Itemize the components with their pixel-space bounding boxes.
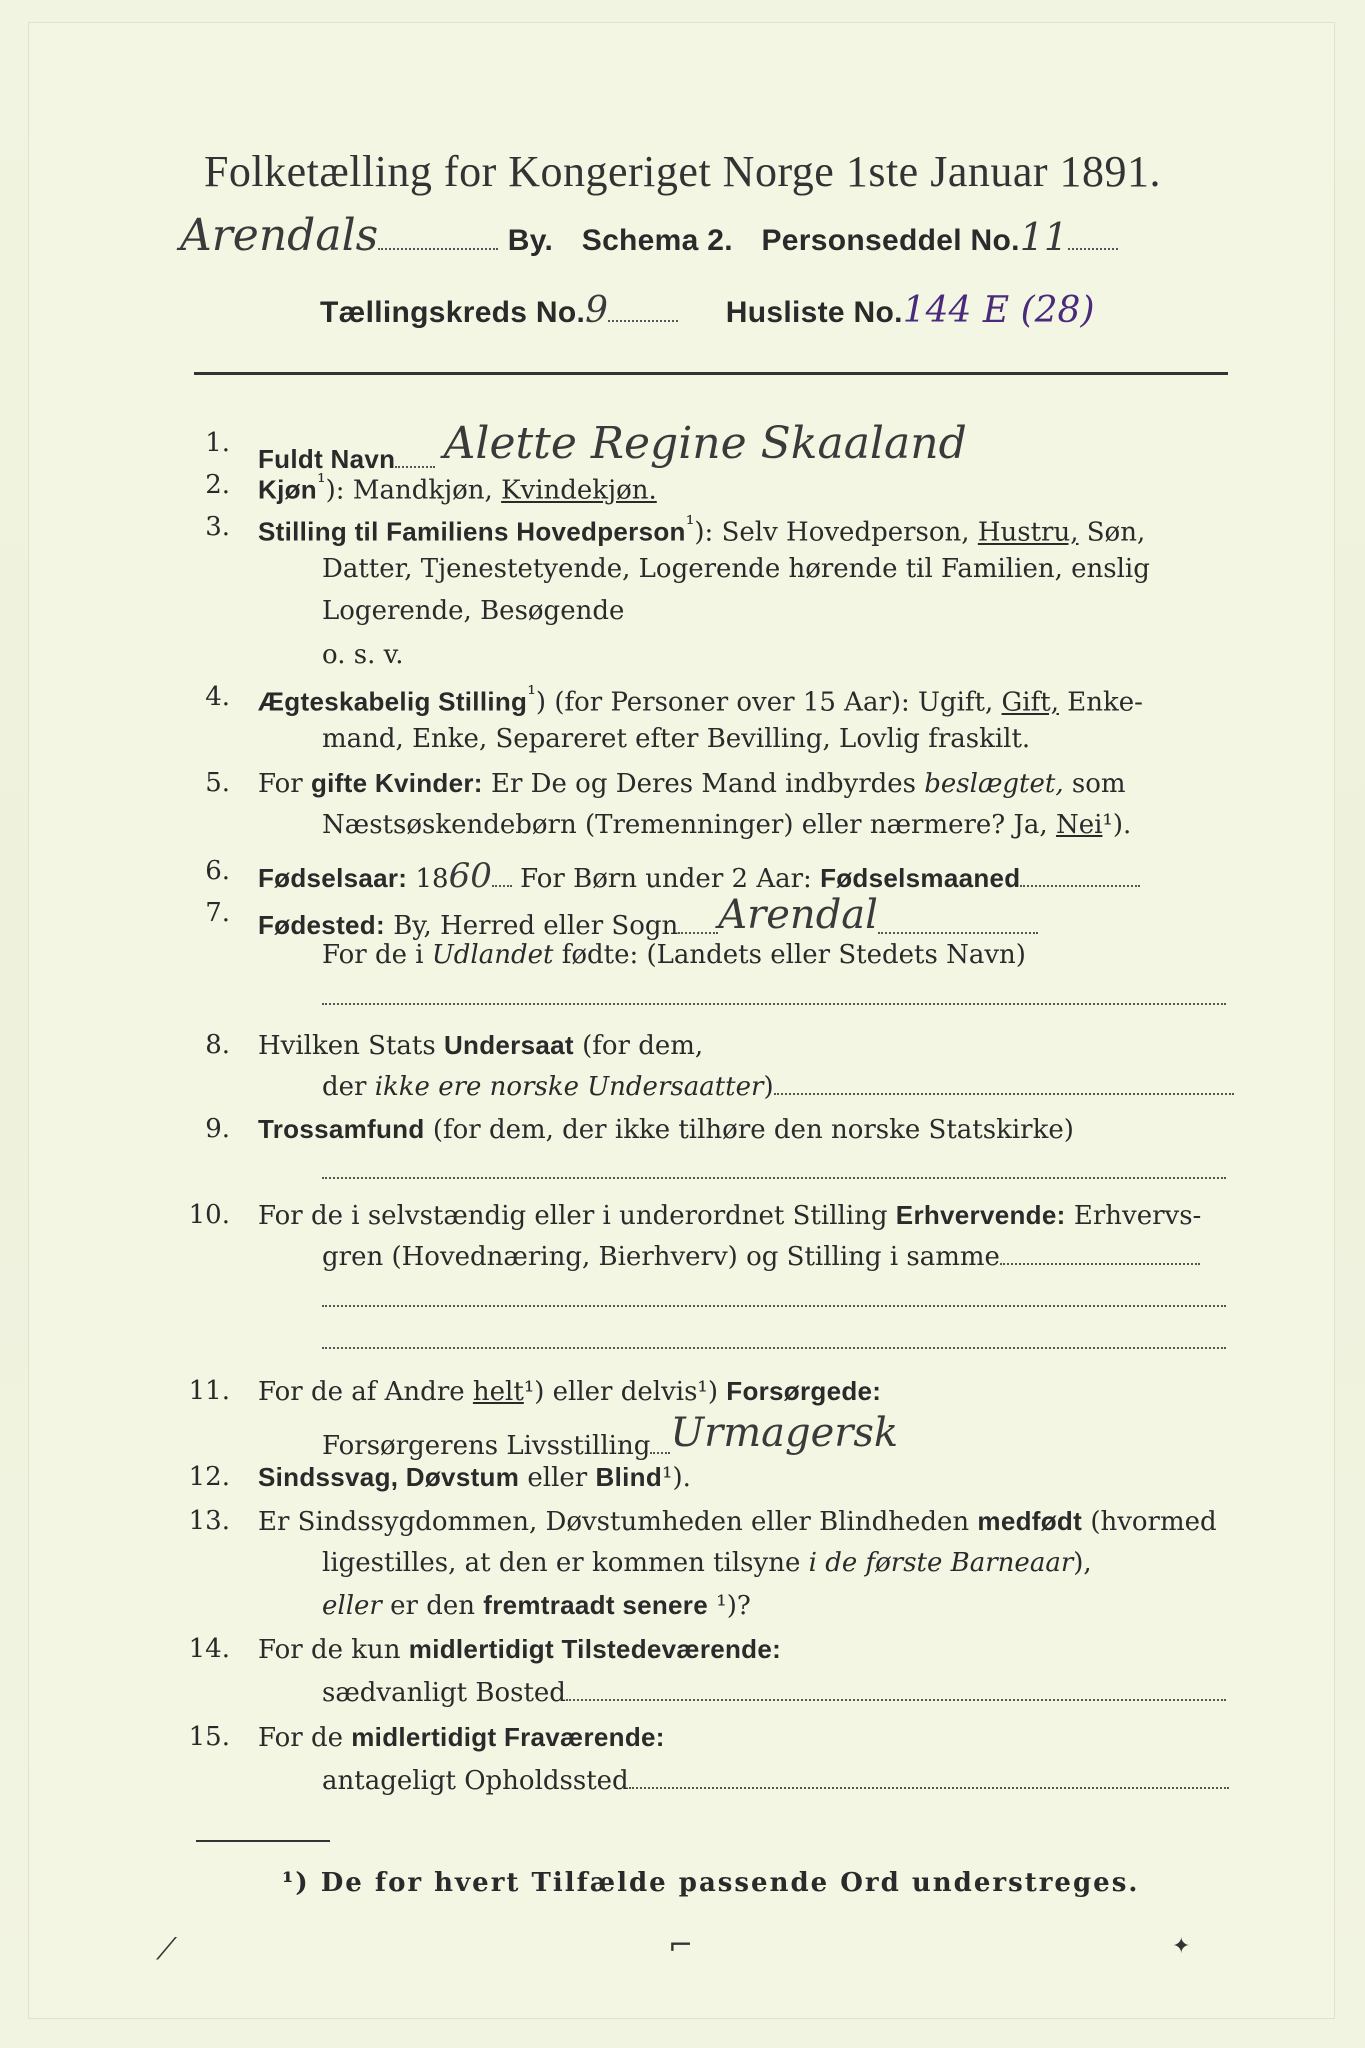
q2-line: [258, 470, 657, 506]
q15-text: For de: [258, 1723, 352, 1753]
q4-label: Ægteskabelig Stilling: [258, 686, 528, 717]
q11-line2: [322, 1410, 899, 1464]
q3-text: ): Selv Hovedperson,: [694, 517, 978, 548]
q12-text: eller: [519, 1463, 596, 1493]
husliste-label: Husliste No.: [725, 296, 903, 329]
by-label: By.: [507, 224, 554, 257]
q5-line1: [258, 768, 1126, 799]
q5-line2: [322, 810, 1131, 840]
q5-italic: beslægtet,: [924, 769, 1064, 799]
q6-number: 6.: [205, 856, 230, 886]
q12-line: [258, 1462, 691, 1493]
q2-footnote-mark: ¹: [316, 470, 326, 495]
q7-line2: [322, 940, 1026, 970]
q4-line2: mand, Enke, Separeret efter Bevilling, Lovlig fraskilt.: [322, 724, 1031, 754]
q10-line2: [322, 1242, 1200, 1272]
q6-year-prefix: 18: [407, 864, 449, 894]
q13-line2: [322, 1548, 1092, 1578]
q7-line1: [258, 892, 1038, 944]
q5-text: For: [258, 769, 311, 799]
q7-label: Fødested:: [258, 910, 385, 940]
dotted-leader: [322, 1159, 1226, 1179]
q7-text2: For de i: [322, 940, 432, 970]
q9-line1: [258, 1114, 1074, 1145]
q8-line2: [322, 1072, 1234, 1102]
q7-text: By, Herred eller Sogn: [384, 911, 679, 941]
dotted-leader: [378, 230, 498, 250]
q3-line3: Logerende, Besøgende: [322, 596, 625, 626]
q14-text: For de kun: [258, 1635, 409, 1665]
q13-text2-b: ),: [1073, 1548, 1092, 1578]
q2-selected: Kvindekjøn.: [501, 475, 657, 506]
q11-text: For de af Andre: [258, 1377, 473, 1407]
q10-text2: gren (Hovednæring, Bierhverv) og Stilling i samme: [322, 1242, 1000, 1272]
city-handwritten: Arendals: [180, 210, 379, 261]
header-rule: [194, 372, 1228, 375]
schema-label: Schema 2.: [581, 224, 733, 257]
registration-mark-center: ⌐: [668, 1928, 694, 1963]
q11-label: Forsørgede:: [726, 1376, 882, 1406]
q9-label: Trossamfund: [258, 1114, 425, 1144]
dotted-leader: [1000, 1245, 1200, 1265]
q7-italic: Udlandet: [431, 940, 554, 970]
q3-footnote-mark: ¹: [685, 512, 695, 537]
q3-label: Stilling til Familiens Hovedperson: [258, 516, 686, 547]
q14-label: midlertidigt Tilstedeværende:: [408, 1634, 782, 1664]
q10-blank-line1: [322, 1284, 1226, 1314]
city-line: [180, 210, 1118, 261]
q1-name-handwritten: Alette Regine Skaaland: [443, 418, 967, 469]
q10-text-b: Erhvervs-: [1065, 1201, 1202, 1231]
dotted-leader: [395, 448, 435, 468]
q14-line2: [322, 1678, 1226, 1708]
q5-text2-b: ¹).: [1102, 810, 1132, 840]
q11-occupation-handwritten: Urmagersk: [670, 1410, 899, 1456]
q6-line: [258, 856, 1140, 896]
q13-label: medfødt: [977, 1506, 1083, 1536]
q8-number: 8.: [205, 1030, 230, 1060]
q7-birthplace-handwritten: Arendal: [718, 892, 878, 938]
q5-text-b: Er De og Deres Mand indbyrdes: [482, 769, 925, 799]
q2-text: ): Mandkjøn,: [325, 475, 502, 506]
q7-text2-b: fødte: (Landets eller Stedets Navn): [553, 940, 1026, 970]
q3-line4: o. s. v.: [322, 640, 404, 670]
q7-blank-line: [322, 982, 1226, 1012]
q13-text2: ligestilles, at den er kommen tilsyne: [322, 1548, 809, 1578]
dotted-leader: [650, 1434, 670, 1454]
q9-blank-line: [322, 1156, 1226, 1186]
q3-line2: Datter, Tjenestetyende, Logerende hørende til Familien, enslig: [322, 554, 1150, 584]
kreds-label: Tællingskreds No.: [320, 296, 586, 329]
q13-text3-b: ¹)?: [708, 1591, 751, 1621]
dotted-leader: [492, 867, 512, 887]
q8-text: Hvilken Stats: [258, 1031, 444, 1061]
q13-label2: fremtraadt senere: [483, 1590, 708, 1620]
dotted-leader: [629, 1769, 1229, 1789]
personseddel-label: Personseddel No.: [761, 224, 1020, 257]
q4-selected: Gift,: [1001, 687, 1059, 718]
dotted-leader: [566, 1681, 1226, 1701]
q8-italic: ikke ere norske Undersaatter: [374, 1072, 764, 1102]
q5-number: 5.: [205, 768, 230, 798]
q13-number: 13.: [188, 1506, 230, 1536]
q9-number: 9.: [205, 1114, 230, 1144]
q15-label: midlertidigt Fraværende:: [351, 1722, 665, 1752]
personseddel-handwritten: 11: [1019, 215, 1069, 259]
q10-line1: [258, 1200, 1201, 1231]
q10-blank-line2: [322, 1326, 1226, 1356]
q3-selected: Hustru,: [977, 517, 1079, 548]
q6-text: For Børn under 2 Aar:: [511, 864, 821, 894]
q5-text2: Næstsøskendebørn (Tremenninger) eller nærmere? Ja,: [322, 810, 1056, 840]
q8-line1: [258, 1030, 703, 1061]
q7-number: 7.: [205, 898, 230, 928]
q4-text: ) (for Personer over 15 Aar): Ugift,: [535, 687, 1002, 718]
footnote-rule: [196, 1840, 330, 1842]
q8-text-b: (for dem,: [573, 1031, 704, 1061]
q2-number: 2.: [205, 470, 230, 500]
q10-number: 10.: [188, 1200, 230, 1230]
kreds-handwritten: 9: [585, 290, 609, 331]
form-title: Folketælling for Kongeriget Norge 1ste Januar 1891.: [203, 147, 1162, 196]
q10-text: For de i selvstændig eller i underordnet Stilling: [258, 1201, 896, 1231]
dotted-leader: [322, 1287, 1226, 1307]
q6-label2: Fødselsmaaned: [820, 863, 1021, 893]
q6-label: Fødselsaar:: [258, 863, 408, 893]
q12-text2: ¹).: [662, 1463, 691, 1493]
q11-text-b: ¹) eller delvis¹): [523, 1377, 727, 1407]
q10-label: Erhvervende:: [895, 1200, 1066, 1230]
q4-number: 4.: [205, 682, 230, 712]
q13-italic2: eller: [322, 1591, 382, 1621]
q5-label: gifte Kvinder:: [310, 768, 483, 798]
q13-line1: [258, 1506, 1217, 1537]
q3-text-b: Søn,: [1078, 517, 1146, 548]
q4-text-b: Enke-: [1058, 687, 1143, 718]
q13-line3: [322, 1590, 751, 1621]
q14-line1: [258, 1634, 781, 1665]
dotted-leader: [322, 1329, 1226, 1349]
dotted-leader: [608, 302, 678, 322]
q4-footnote-mark: ¹: [527, 682, 536, 707]
q1-label: Fuldt Navn: [258, 444, 396, 474]
q5-text-c: som: [1063, 769, 1126, 799]
dotted-leader: [1020, 867, 1140, 887]
q14-text2: sædvanligt Bosted: [322, 1678, 566, 1708]
q15-line2: [322, 1766, 1229, 1796]
footnote: ¹) De for hvert Tilfælde passende Ord understreges.: [282, 1868, 1140, 1898]
dotted-leader: [1068, 230, 1118, 250]
husliste-handwritten: 144 E (28): [902, 290, 1095, 331]
q1-number: 1.: [205, 428, 230, 458]
q13-italic: i de første Barneaar: [808, 1548, 1074, 1578]
q12-number: 12.: [188, 1462, 230, 1492]
q8-label: Undersaat: [443, 1030, 574, 1060]
q11-line1: [258, 1376, 881, 1407]
dotted-leader: [878, 914, 1038, 934]
q8-text2-b: ): [763, 1072, 774, 1102]
q11-text2: Forsørgerens Livsstilling: [322, 1431, 651, 1461]
q15-line1: [258, 1722, 665, 1753]
q3-line1: [258, 512, 1145, 548]
q13-text3: er den: [381, 1591, 484, 1621]
q9-text: (for dem, der ikke tilhøre den norske Statskirke): [424, 1115, 1074, 1145]
q12-label2: Blind: [595, 1462, 663, 1492]
kreds-line: [320, 290, 1095, 331]
q15-text2: antageligt Opholdssted: [322, 1766, 629, 1796]
q2-label: Kjøn: [258, 474, 317, 505]
q11-number: 11.: [188, 1376, 230, 1406]
registration-mark-left: ⟋: [156, 1932, 177, 1967]
q6-year-handwritten: 60: [448, 856, 492, 896]
q4-line1: [258, 682, 1143, 718]
dotted-leader: [678, 914, 718, 934]
q12-label: Sindssvag, Døvstum: [258, 1462, 520, 1492]
q8-text2: der: [322, 1072, 375, 1102]
dotted-leader: [774, 1075, 1234, 1095]
q13-text: Er Sindssygdommen, Døvstumheden eller Blindheden: [258, 1507, 978, 1537]
q3-number: 3.: [205, 512, 230, 542]
q14-number: 14.: [188, 1634, 230, 1664]
q15-number: 15.: [188, 1722, 230, 1752]
q13-text-b: (hvormed: [1082, 1507, 1217, 1537]
q5-selected: Nei: [1055, 810, 1103, 840]
q11-selected: helt: [472, 1377, 524, 1407]
registration-mark-right: ✦: [1172, 1934, 1191, 1959]
dotted-leader: [322, 985, 1226, 1005]
